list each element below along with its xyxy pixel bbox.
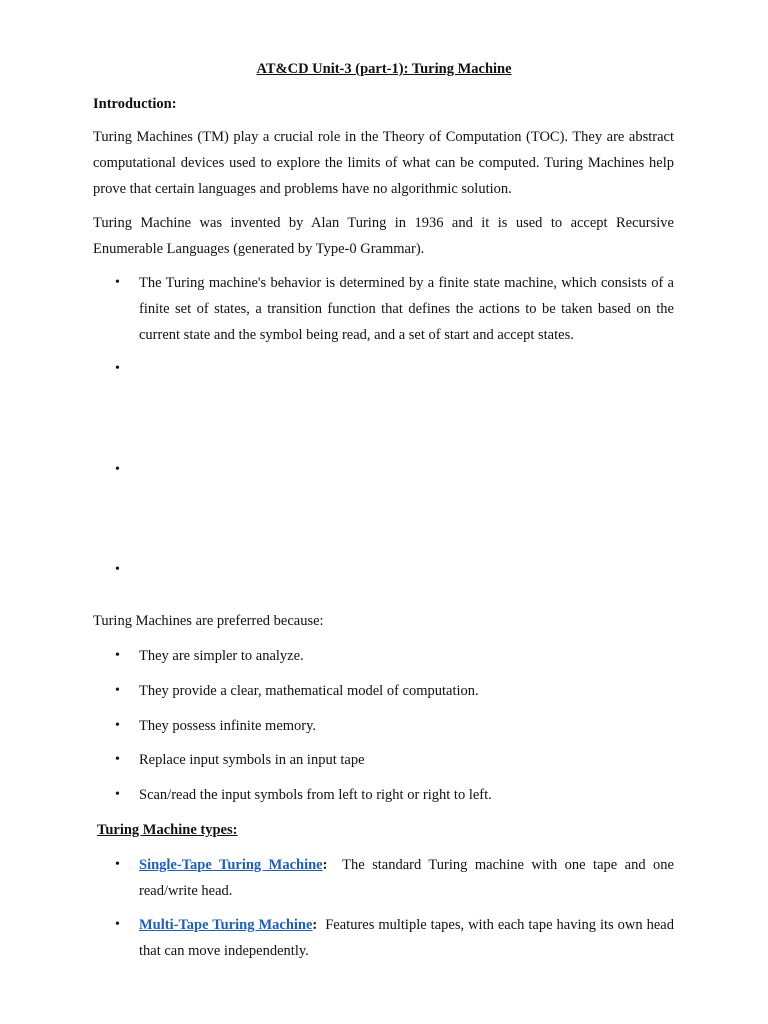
history-paragraph: Turing Machine was invented by Alan Turing in 1936 and it is used to accept Recursive Enumerable Languages (generated by Type-0 Grammar). [93,215,674,257]
list-item [93,356,674,382]
list-item-text [139,912,678,964]
bullet-icon: • [115,857,120,872]
intro-heading: Introduction: [93,96,177,112]
bullet-icon: • [115,462,120,477]
bullet-icon: • [115,752,120,767]
page-title: AT&CD Unit-3 (part-1): Turing Machine [256,61,512,77]
list-item [93,270,674,350]
type-colon: : [322,857,328,873]
bullet-icon: • [115,718,120,733]
list-item-text [139,852,678,904]
list-item [93,852,678,904]
types-heading: Turing Machine types: [97,822,238,838]
list-item [93,747,674,773]
bullet-icon: • [115,648,120,663]
list-item-text: They provide a clear, mathematical model of computation. [139,683,479,699]
list-item-text: The Turing machine's behavior is determined by a finite state machine, which consists of a finite set of states, a transition function that defines the actions to be taken based on the current state and the symbol being read, and a set of start and accept states. [139,275,674,343]
type-colon: : [312,917,318,933]
list-item [93,678,674,704]
bullet-icon: • [115,917,120,932]
list-item [93,713,674,739]
list-item [93,912,678,964]
type-description: Features multiple tapes, with each tape having its own head that can move independently. [139,917,678,959]
intro-paragraph: Turing Machines (TM) play a crucial role in the Theory of Computation (TOC). They are abstract computational devices used to explore the limits of what can be computed. Turing Machines help prove that certain languages and problems have no algorithmic solution. [93,129,674,197]
list-item-text: They are simpler to analyze. [139,648,304,664]
list-item [93,557,674,583]
bullet-icon: • [115,275,120,290]
list-item [93,457,674,483]
list-item-text: They possess infinite memory. [139,718,317,734]
multi-tape-link[interactable]: Multi-Tape Turing Machine [139,917,313,933]
preferred-intro: Turing Machines are preferred because: [93,613,324,629]
list-item-text: Scan/read the input symbols from left to right or right to left. [139,787,492,803]
list-item [93,782,674,808]
bullet-icon: • [115,683,120,698]
bullet-icon: • [115,562,120,577]
single-tape-link[interactable]: Single-Tape Turing Machine [139,857,323,873]
list-item [93,643,674,669]
bullet-icon: • [115,787,120,802]
list-item-text: Replace input symbols in an input tape [139,752,365,768]
bullet-icon: • [115,361,120,376]
type-description: The standard Turing machine with one tape and one read/write head. [139,857,678,899]
